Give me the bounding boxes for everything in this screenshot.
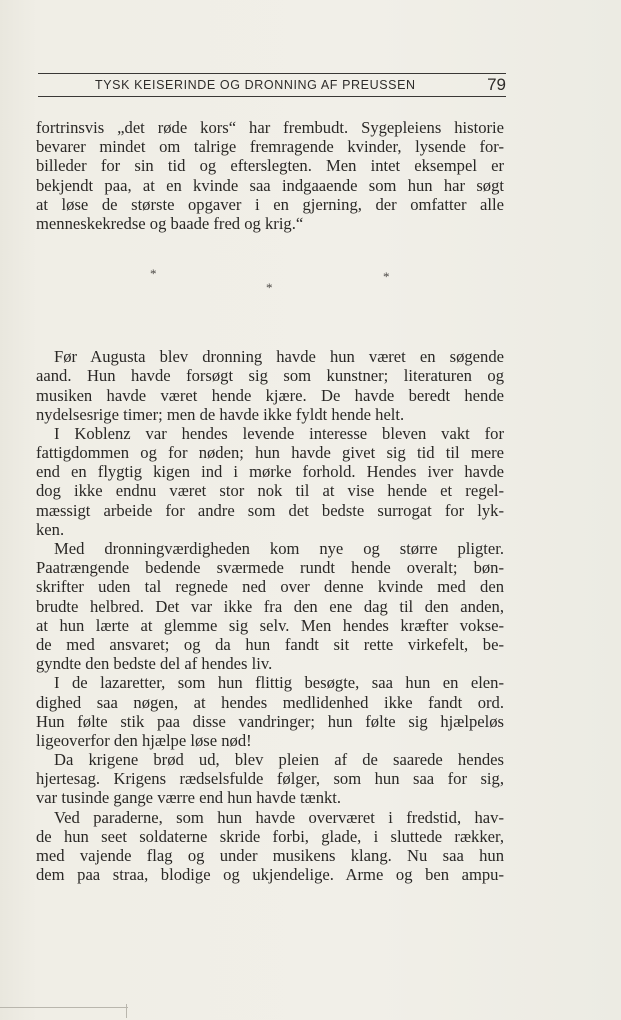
text-line: gyndte den bedste del af hendes liv.	[36, 654, 273, 674]
text-line: bekjendt paa, at en kvinde saa indgaaende som hun har søgt	[36, 175, 504, 195]
text-line: at hun lærte at glemme sig selv. Men hendes kræfter vokse-	[36, 615, 504, 635]
text-line: dem paa straa, blodige og ukjendelige. Arme og ben ampu-	[36, 865, 504, 885]
text-line: var tusinde gange værre end hun havde tænkt.	[36, 788, 342, 808]
section-break-space	[36, 290, 504, 347]
paragraph-4	[36, 539, 504, 673]
section-break-star: *	[266, 280, 273, 295]
text-line: Paatrængende bedende sværmede rundt hende overalt; bøn-	[36, 558, 504, 578]
scan-edge-mark	[0, 1007, 128, 1008]
text-line: Hun følte stik paa disse vandringer; hun følte sig hjælpeløs	[36, 711, 504, 731]
header-rule-top	[38, 73, 506, 74]
text-line: menneskekredse og baade fred og krig.“	[36, 213, 304, 233]
running-head: TYSK KEISERINDE OG DRONNING AF PREUSSEN	[95, 78, 416, 92]
scan-edge-mark	[126, 1004, 127, 1018]
paragraph-7	[36, 808, 504, 885]
paragraph-5	[36, 673, 504, 750]
paragraph-6	[36, 750, 504, 808]
page-number: 79	[487, 75, 506, 94]
text-line: ligeoverfor den hjælpe løse nød!	[36, 730, 252, 750]
text-line: I de lazaretter, som hun flittig besøgte, saa hun en elen-	[54, 673, 504, 693]
text-line: de hun seet soldaterne skride forbi, glade, i sluttede rækker,	[36, 826, 504, 846]
text-line: de med ansvaret; og da hun fandt sit rette virkefelt, be-	[36, 634, 504, 654]
text-line: Før Augusta blev dronning havde hun været en søgende	[54, 347, 504, 367]
text-line: mæssigt arbeide for andre som det bedste surrogat for lyk-	[36, 500, 504, 520]
text-line: fortrinsvis „det røde kors“ har frembudt. Sygepleiens historie	[36, 118, 504, 137]
text-line: dighed saa nøgen, at hendes medlidenhed ikke fandt ord.	[36, 692, 504, 712]
section-break-star: *	[150, 266, 157, 281]
text-line: I Koblenz var hendes levende interesse bleven vakt for	[54, 423, 504, 443]
text-line: skrifter uden tal regnede ned over denne kvinde med den	[36, 577, 504, 597]
text-line: end en flygtig kigen ind i mørke forhold. Hendes iver havde	[36, 462, 504, 482]
text-line: at løse de største opgaver i en gjerning, der omfatter alle	[36, 194, 504, 214]
text-line: ken.	[36, 519, 65, 539]
paragraph-2	[36, 347, 504, 424]
section-break-star: *	[383, 269, 390, 284]
text-line: Ved paraderne, som hun havde overværet i fredstid, hav-	[54, 807, 504, 827]
text-line: dog ikke endnu været stor nok til at vise hende et regel-	[36, 481, 504, 501]
paragraph-1	[36, 118, 504, 233]
text-line: fattigdommen og for nøden; hun havde givet sig tid til mere	[36, 443, 504, 463]
paragraph-3	[36, 424, 504, 539]
text-line: billeder for sin tid og efterslegten. Men intet eksempel er	[36, 156, 504, 176]
text-line: Da krigene brød ud, blev pleien af de saarede hendes	[54, 750, 504, 770]
text-line: hjertesag. Krigens rædselsfulde følger, som hun saa for sig,	[36, 769, 504, 789]
body-text	[36, 118, 504, 884]
text-line: med vajende flag og under musikens klang. Nu saa hun	[36, 846, 504, 865]
header-rule-bottom	[38, 96, 506, 97]
text-line: nydelsesrige timer; men de havde ikke fyldt hende helt.	[36, 404, 405, 424]
text-line: bevarer mindet om talrige fremragende kvinder, lysende for-	[36, 137, 504, 157]
text-line: musiken havde været hende kjære. De havde beredt hende	[36, 385, 504, 405]
text-line: Med dronningværdigheden kom nye og større pligter.	[54, 539, 504, 558]
text-line: brudte helbred. Det var ikke fra den ene dag til den anden,	[36, 596, 504, 616]
text-line: aand. Hun havde forsøgt sig som kunstner; literaturen og	[36, 366, 504, 386]
